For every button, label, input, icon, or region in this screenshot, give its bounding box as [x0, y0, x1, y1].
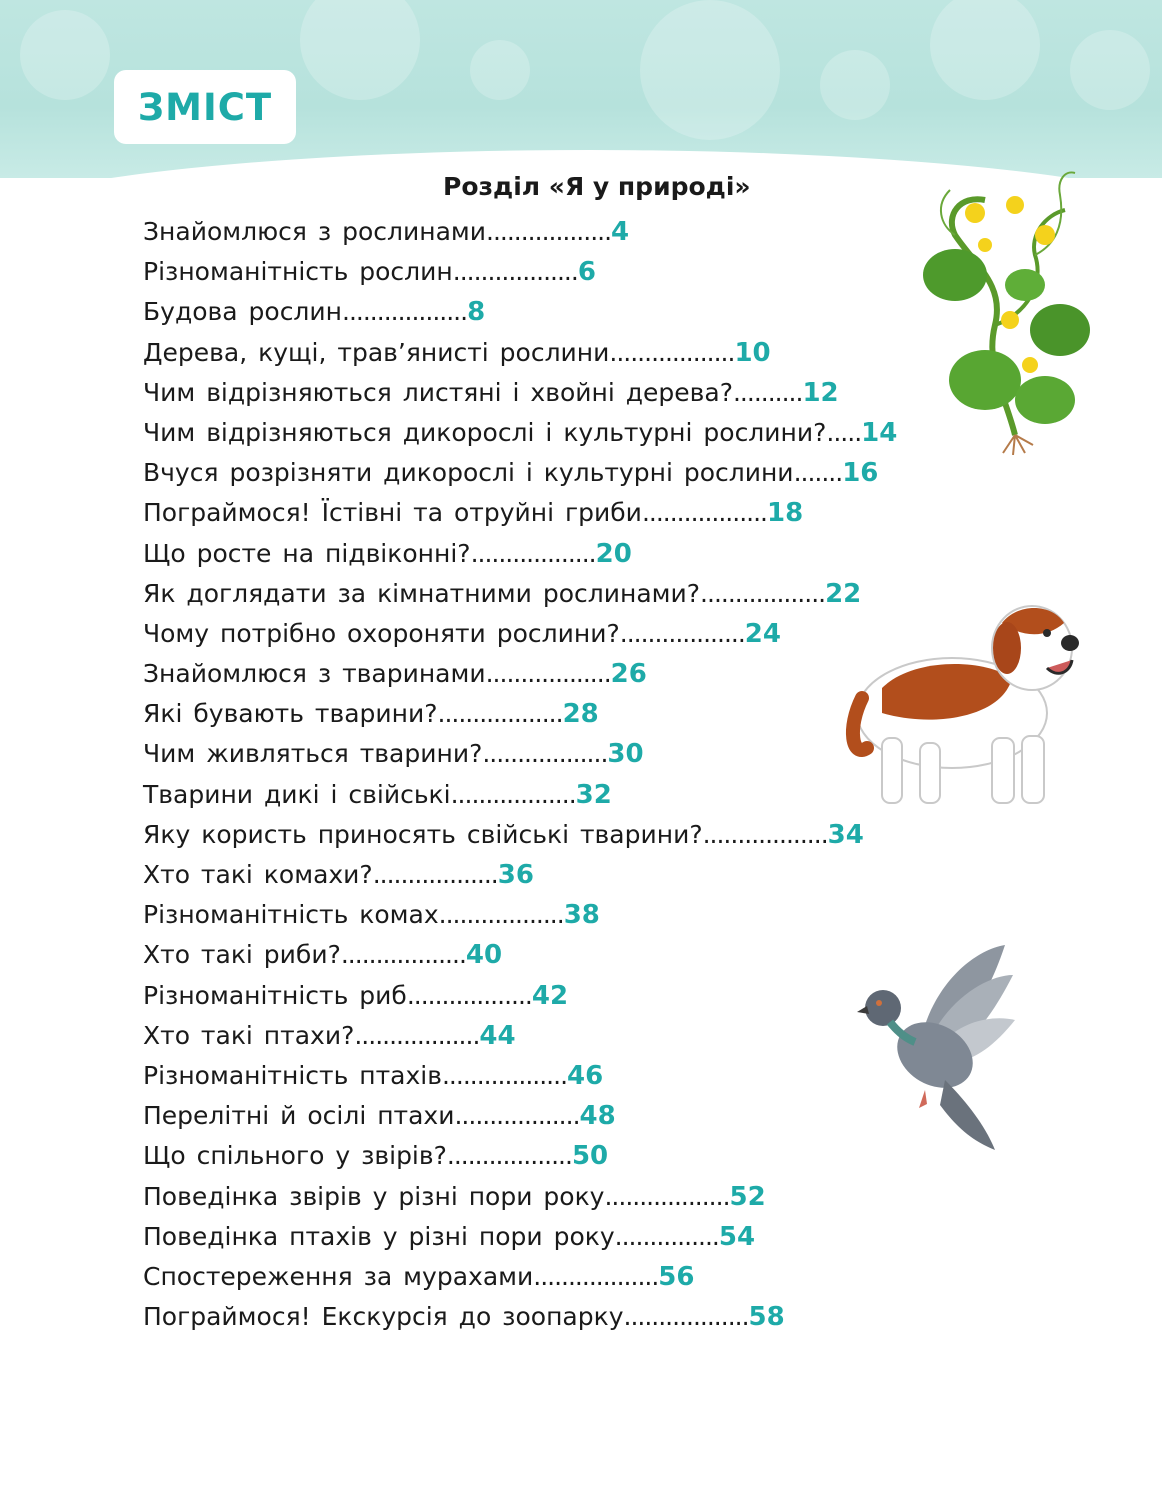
toc-entry-page-number: 50	[571, 1141, 609, 1172]
toc-entry[interactable]	[143, 976, 897, 1016]
toc-entry-title: Пограймося! Їстівні та отруйні гриби	[143, 498, 642, 528]
toc-entry-title: Чим відрізняються дикорослі і культурні рослини?	[143, 417, 827, 447]
toc-entry-leader-dots: ..................	[446, 1141, 572, 1171]
toc-entry[interactable]	[143, 654, 897, 694]
toc-entry-page-number: 42	[531, 980, 569, 1011]
toc-entry-leader-dots: ..................	[354, 1020, 480, 1050]
toc-entry[interactable]	[143, 1096, 897, 1136]
toc-entry[interactable]	[143, 413, 897, 453]
toc-entry-page-number: 18	[766, 498, 804, 529]
toc-entry[interactable]	[143, 1016, 897, 1056]
toc-entry[interactable]	[143, 1056, 897, 1096]
toc-entry-leader-dots: ..................	[372, 860, 498, 889]
toc-entry-title: Хто такі птахи?	[143, 1020, 355, 1050]
toc-entry-page-number: 46	[567, 1060, 604, 1091]
toc-entry[interactable]	[143, 1177, 897, 1217]
toc-entry-title: Як доглядати за кімнатними рослинами?	[143, 578, 701, 608]
toc-entry-page-number: 24	[744, 618, 781, 649]
toc-entry-title: Що спільного у звірів?	[143, 1141, 447, 1171]
toc-entry[interactable]	[143, 1257, 897, 1297]
toc-entry-leader-dots: ..................	[406, 980, 532, 1010]
toc-entry-title: Перелітні й осілі птахи	[143, 1101, 455, 1131]
toc-entry-leader-dots: ..................	[438, 900, 564, 930]
toc-entry[interactable]	[143, 212, 897, 252]
toc-entry[interactable]	[143, 775, 897, 815]
toc-entry[interactable]	[143, 1136, 897, 1176]
toc-entry-page-number: 48	[579, 1101, 616, 1132]
toc-entry-page-number: 20	[595, 538, 632, 569]
toc-entry-page-number: 12	[802, 377, 839, 408]
toc-entry[interactable]	[143, 895, 897, 935]
toc-entry-leader-dots: ..................	[486, 217, 612, 246]
toc-entry-page-number: 30	[607, 739, 644, 770]
toc-entry-leader-dots: ..................	[452, 257, 578, 287]
toc-entry[interactable]	[143, 252, 897, 292]
toc-entry-page-number: 38	[563, 900, 600, 931]
toc-entry-page-number: 36	[497, 860, 534, 890]
toc-entry-title: Поведінка птахів у різні пори року	[143, 1221, 615, 1251]
toc-entry-page-number: 58	[748, 1302, 785, 1333]
pigeon-illustration	[855, 940, 1020, 1155]
toc-entry-leader-dots: ..................	[450, 779, 576, 809]
toc-entry-leader-dots: .......	[793, 458, 843, 488]
toc-entry-leader-dots: ..................	[470, 538, 596, 568]
title-badge	[114, 70, 296, 144]
toc-entry[interactable]	[143, 534, 897, 574]
toc-entry[interactable]	[143, 493, 897, 533]
toc-entry-page-number: 28	[562, 699, 599, 730]
toc-entry[interactable]	[143, 734, 897, 774]
toc-entry-page-number: 54	[718, 1221, 756, 1252]
toc-entry-page-number: 4	[611, 217, 630, 247]
toc-entry-leader-dots: ..................	[623, 1302, 749, 1332]
toc-entry-title: Чому потрібно охороняти рослини?	[143, 618, 620, 648]
toc-entry-title: Чим відрізняються листяні і хвойні дерева?	[143, 377, 733, 407]
toc-entry-title: Вчуся розрізняти дикорослі і культурні рослини	[143, 458, 794, 488]
toc-entry-page-number: 22	[825, 578, 862, 609]
toc-entry[interactable]	[143, 574, 897, 614]
toc-entry-title: Спостереження за мурахами	[143, 1261, 534, 1291]
toc-entry-leader-dots: ..................	[609, 337, 735, 367]
toc-entry-page-number: 10	[734, 337, 771, 368]
toc-entry[interactable]	[143, 1297, 897, 1337]
toc-entry-page-number: 52	[729, 1181, 766, 1212]
toc-entry-title: Що росте на підвіконні?	[143, 538, 471, 568]
toc-entry-page-number: 8	[467, 297, 486, 328]
toc-entry[interactable]	[143, 614, 897, 654]
toc-entry-leader-dots: ..........	[732, 377, 803, 407]
toc-entry-leader-dots: ..................	[485, 659, 611, 689]
toc-entry-title: Різноманітність птахів	[143, 1060, 442, 1090]
toc-entry-page-number: 40	[465, 940, 503, 971]
toc-entry-page-number: 14	[861, 417, 898, 448]
toc-entry-title: Різноманітність комах	[143, 900, 439, 930]
toc-entry-title: Хто такі комахи?	[143, 860, 373, 889]
toc-entry-leader-dots: ..................	[702, 819, 828, 849]
toc-entry[interactable]	[143, 333, 897, 373]
toc-entry-title: Чим живляться тварини?	[143, 739, 483, 769]
toc-entry-leader-dots: ..................	[342, 297, 468, 327]
toc-entry-title: Знайомлюся з рослинами	[143, 217, 486, 246]
toc-entry-leader-dots: ..................	[482, 739, 608, 769]
toc-entry-leader-dots: ..................	[604, 1181, 730, 1211]
toc-entry-title: Хто такі риби?	[143, 940, 341, 970]
toc-entry-leader-dots: ..................	[340, 940, 466, 970]
toc-entry-leader-dots: ..................	[619, 618, 745, 648]
toc-entry-leader-dots: ..................	[437, 699, 563, 729]
toc-entry-title: Будова рослин	[143, 297, 343, 327]
toc-entry-leader-dots: ..................	[533, 1261, 659, 1291]
toc-entry-title: Тварини дикі і свійські	[143, 779, 451, 809]
toc-entry-leader-dots: ...............	[614, 1221, 719, 1251]
saint-bernard-dog-illustration	[842, 598, 1090, 818]
toc-entry-page-number: 32	[575, 779, 612, 810]
toc-entry-title: Різноманітність рослин	[143, 257, 453, 287]
table-of-contents	[143, 212, 897, 1337]
toc-entry-leader-dots: ..................	[454, 1101, 580, 1131]
toc-entry[interactable]	[143, 453, 897, 493]
toc-entry-title: Знайомлюся з тваринами	[143, 659, 486, 689]
cucumber-plant-illustration	[915, 165, 1090, 455]
toc-entry[interactable]	[143, 1217, 897, 1257]
toc-entry-title: Різноманітність риб	[143, 980, 407, 1010]
toc-entry-page-number: 6	[577, 257, 596, 288]
toc-entry[interactable]	[143, 292, 897, 332]
toc-entry-title: Пограймося! Екскурсія до зоопарку	[143, 1302, 624, 1332]
toc-entry-leader-dots: ..................	[641, 498, 767, 528]
toc-entry-title: Яку користь приносять свійські тварини?	[143, 819, 703, 849]
page-title: ЗМІСТ	[137, 85, 273, 129]
toc-entry-leader-dots: ..................	[700, 578, 826, 608]
toc-entry-page-number: 34	[827, 819, 864, 850]
toc-entry-leader-dots: ..................	[441, 1060, 568, 1090]
toc-entry-page-number: 44	[479, 1020, 516, 1051]
toc-entry-page-number: 26	[610, 659, 647, 690]
toc-entry-page-number: 56	[658, 1261, 695, 1292]
toc-entry[interactable]	[143, 694, 897, 734]
section-title: Розділ «Я у природі»	[443, 172, 751, 201]
toc-entry[interactable]	[143, 935, 897, 975]
toc-entry-leader-dots: .....	[826, 417, 862, 447]
toc-entry-title: Поведінка звірів у різні пори року	[143, 1181, 605, 1211]
toc-entry-title: Які бувають тварини?	[143, 699, 438, 729]
toc-entry[interactable]	[143, 815, 897, 855]
toc-entry-page-number: 16	[842, 458, 879, 489]
toc-entry-title: Дерева, кущі, трав’янисті рослини	[143, 337, 610, 367]
toc-entry[interactable]	[143, 855, 897, 895]
toc-entry[interactable]	[143, 373, 897, 413]
